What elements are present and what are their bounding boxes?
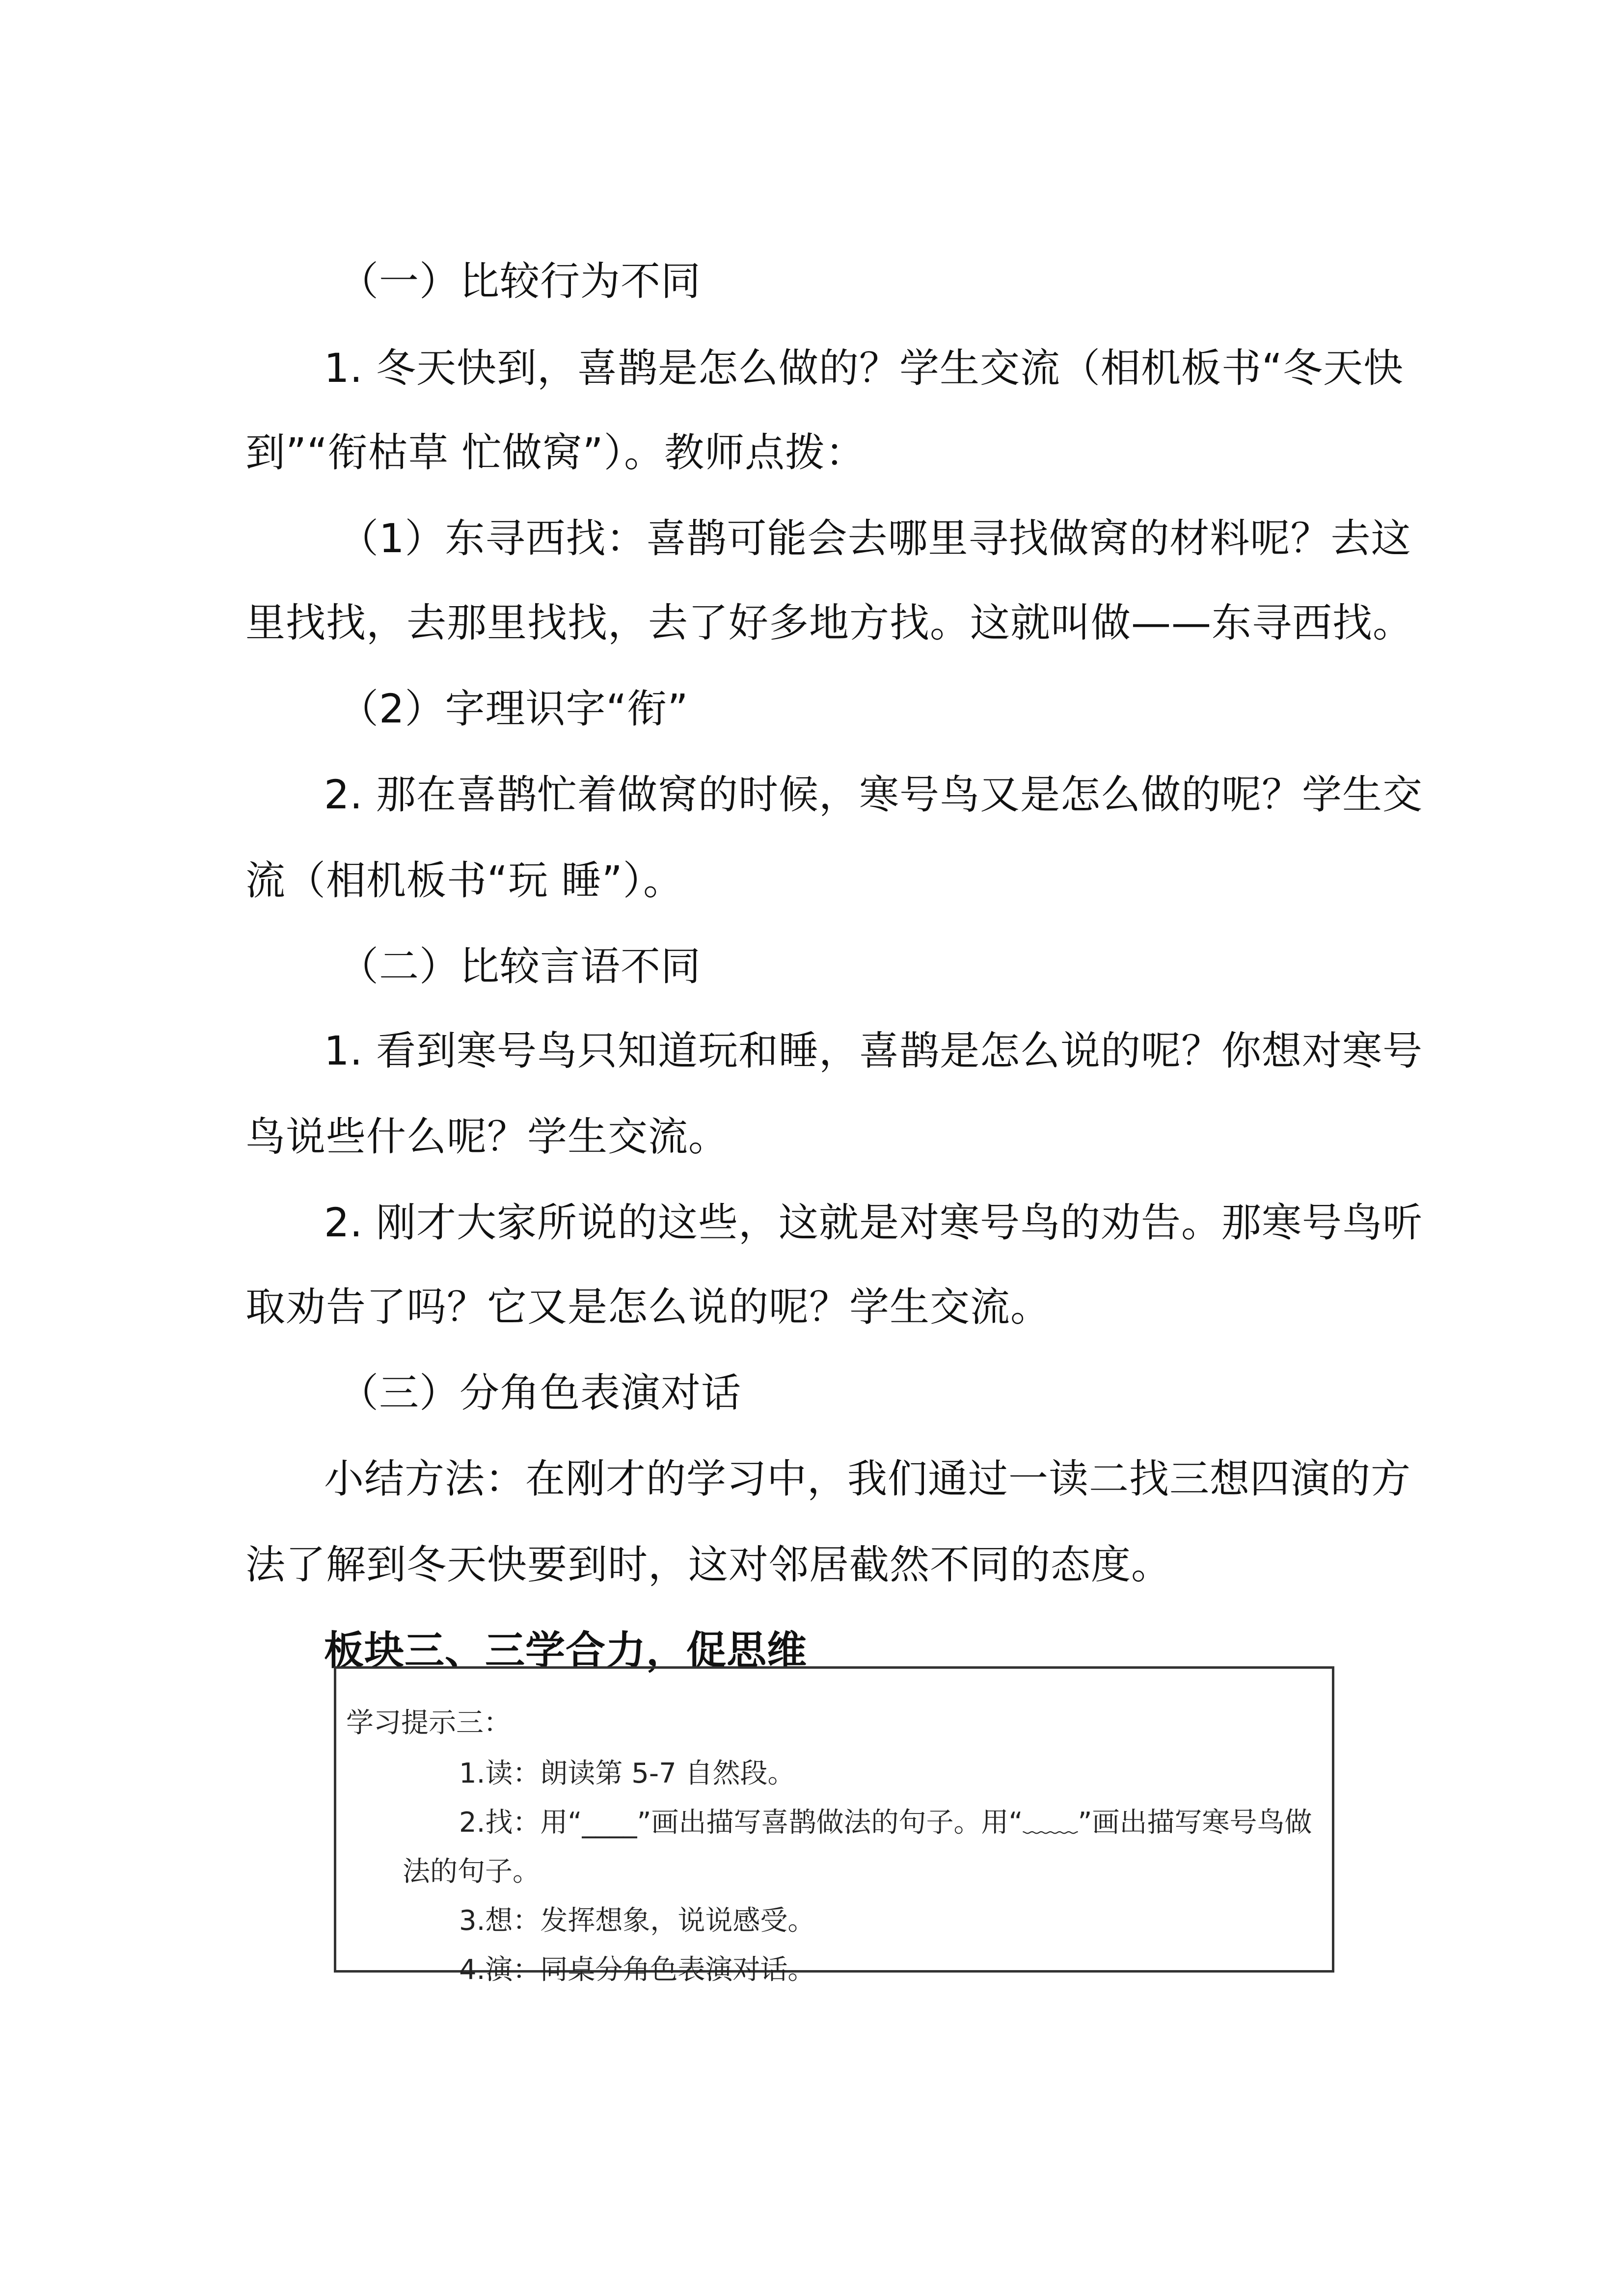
paragraph-line: 里找找，去那里找找，去了好多地方找。这就叫做——东寻西找。 [245, 600, 1413, 646]
tips-title: 学习提示三： [346, 1707, 511, 1739]
tip-item: 2.找：用“____”画出描写喜鹊做法的句子。用“﹏﹏”画出描写寒号鸟做 [459, 1807, 1312, 1839]
subheading-3: （三）分角色表演对话 [339, 1370, 742, 1416]
paragraph-line: 1. 冬天快到，喜鹊是怎么做的？学生交流（相机板书“冬天快 [324, 346, 1404, 392]
paragraph-line: 小结方法：在刚才的学习中，我们通过一读二找三想四演的方 [324, 1456, 1411, 1502]
tip-item: 4.演：同桌分角色表演对话。 [459, 1954, 815, 1986]
paragraph-line: 2. 刚才大家所说的这些，这就是对寒号鸟的劝告。那寒号鸟听 [324, 1200, 1423, 1246]
paragraph-line: （1）东寻西找：喜鹊可能会去哪里寻找做窝的材料呢？去这 [339, 516, 1411, 562]
tip-item: 3.想：发挥想象，说说感受。 [459, 1905, 815, 1937]
tip-item: 1.读：朗读第 5-7 自然段。 [459, 1758, 795, 1789]
paragraph-line: 取劝告了吗？它又是怎么说的呢？学生交流。 [245, 1284, 1051, 1331]
subheading-2: （二）比较言语不同 [339, 944, 702, 990]
paragraph-line: 2. 那在喜鹊忙着做窝的时候，寒号鸟又是怎么做的呢？学生交 [324, 772, 1423, 818]
paragraph-line: 法了解到冬天快要到时，这对邻居截然不同的态度。 [245, 1542, 1172, 1588]
paragraph-line: 流（相机板书“玩 睡”）。 [245, 858, 684, 904]
tip-item: 法的句子。 [403, 1856, 540, 1888]
paragraph-line: 到”“衔枯草 忙做窝”）。教师点拨： [245, 430, 866, 476]
paragraph-line: （2）字理识字“衔” [339, 686, 689, 732]
learning-tips-box [334, 1666, 1334, 1986]
paragraph-line: 鸟说些什么呢？学生交流。 [245, 1114, 729, 1160]
section-heading: 板块三、三学合力，促思维 [324, 1628, 808, 1674]
paragraph-line: 1. 看到寒号鸟只知道玩和睡，喜鹊是怎么说的呢？你想对寒号 [324, 1028, 1423, 1074]
subheading-1: （一）比较行为不同 [339, 259, 702, 305]
